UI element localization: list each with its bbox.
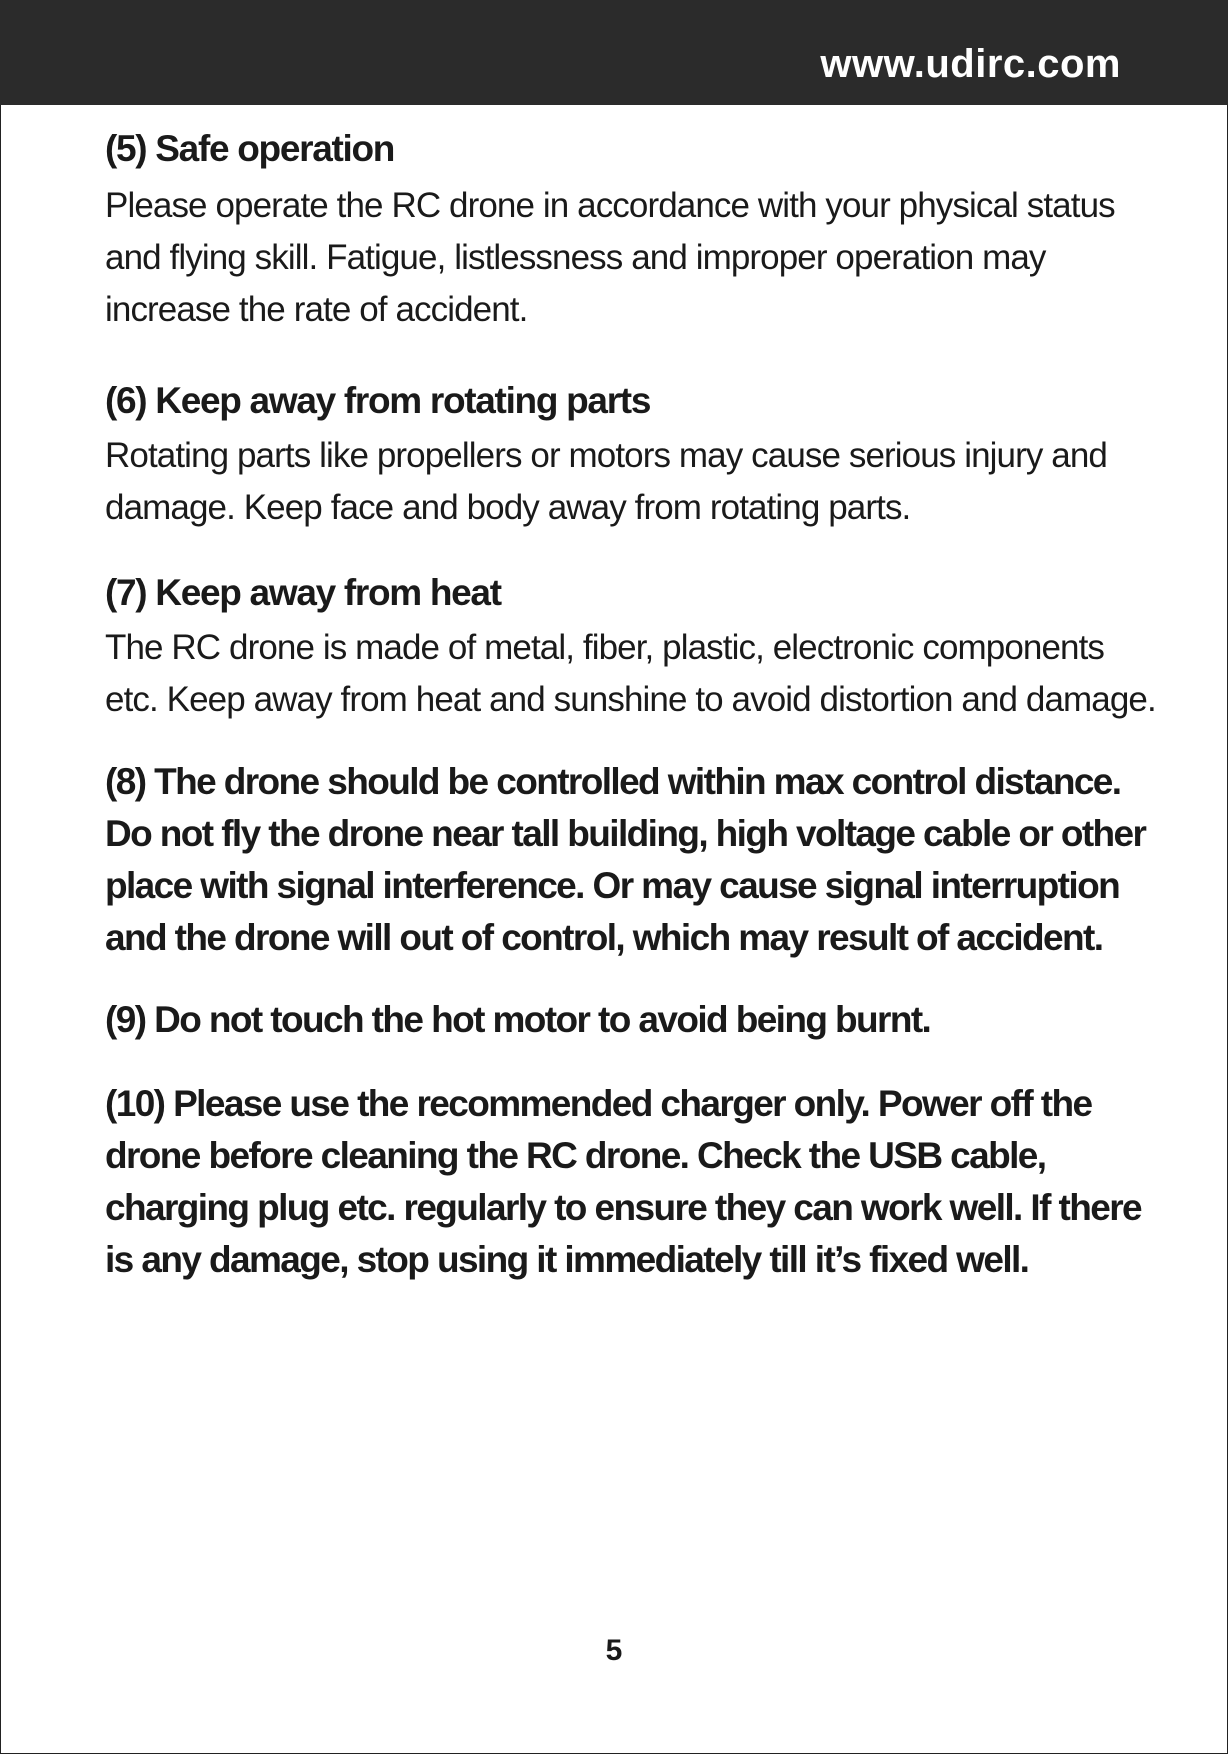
section-heading: (7) Keep away from heat: [105, 572, 501, 613]
header-bar: [0, 0, 1228, 105]
section-body: The RC drone is made of metal, fiber, plastic, electronic components etc. Keep away from heat and sunshine to avoid distortion and damage.: [105, 628, 1156, 719]
section-safe-operation: [105, 122, 1165, 336]
warning-paragraph: (10) Please use the recommended charger only. Power off the drone before cleaning the RC drone. Check the USB cable, charging plug etc. regularly to ensure they can work well. If there is any damage, stop using it immediately till it’s fixed well.: [105, 1083, 1141, 1280]
section-rotating-parts: [105, 374, 1165, 534]
section-heading: (6) Keep away from rotating parts: [105, 380, 651, 421]
warning-paragraph: (9) Do not touch the hot motor to avoid being burnt.: [105, 999, 931, 1040]
warning-paragraph: (8) The drone should be controlled within max control distance. Do not fly the drone near tall building, high voltage cable or other place with signal interference. Or may cause signal interruption and the drone will out of control, which may result of accident.: [105, 761, 1146, 958]
section-heat: [105, 566, 1165, 726]
section-heading: (5) Safe operation: [105, 128, 395, 169]
section-control-distance: [105, 756, 1165, 964]
page-number: 5: [605, 1634, 623, 1667]
section-hot-motor: [105, 994, 1165, 1046]
website-url[interactable]: www.udirc.com: [820, 42, 1121, 86]
section-body: Please operate the RC drone in accordance with your physical status and flying skill. Fatigue, listlessness and improper operation may increase the rate of accident.: [105, 186, 1115, 329]
section-charger: [105, 1078, 1165, 1286]
manual-content: [105, 122, 1165, 1286]
section-body: Rotating parts like propellers or motors may cause serious injury and damage. Keep face and body away from rotating parts.: [105, 436, 1107, 527]
